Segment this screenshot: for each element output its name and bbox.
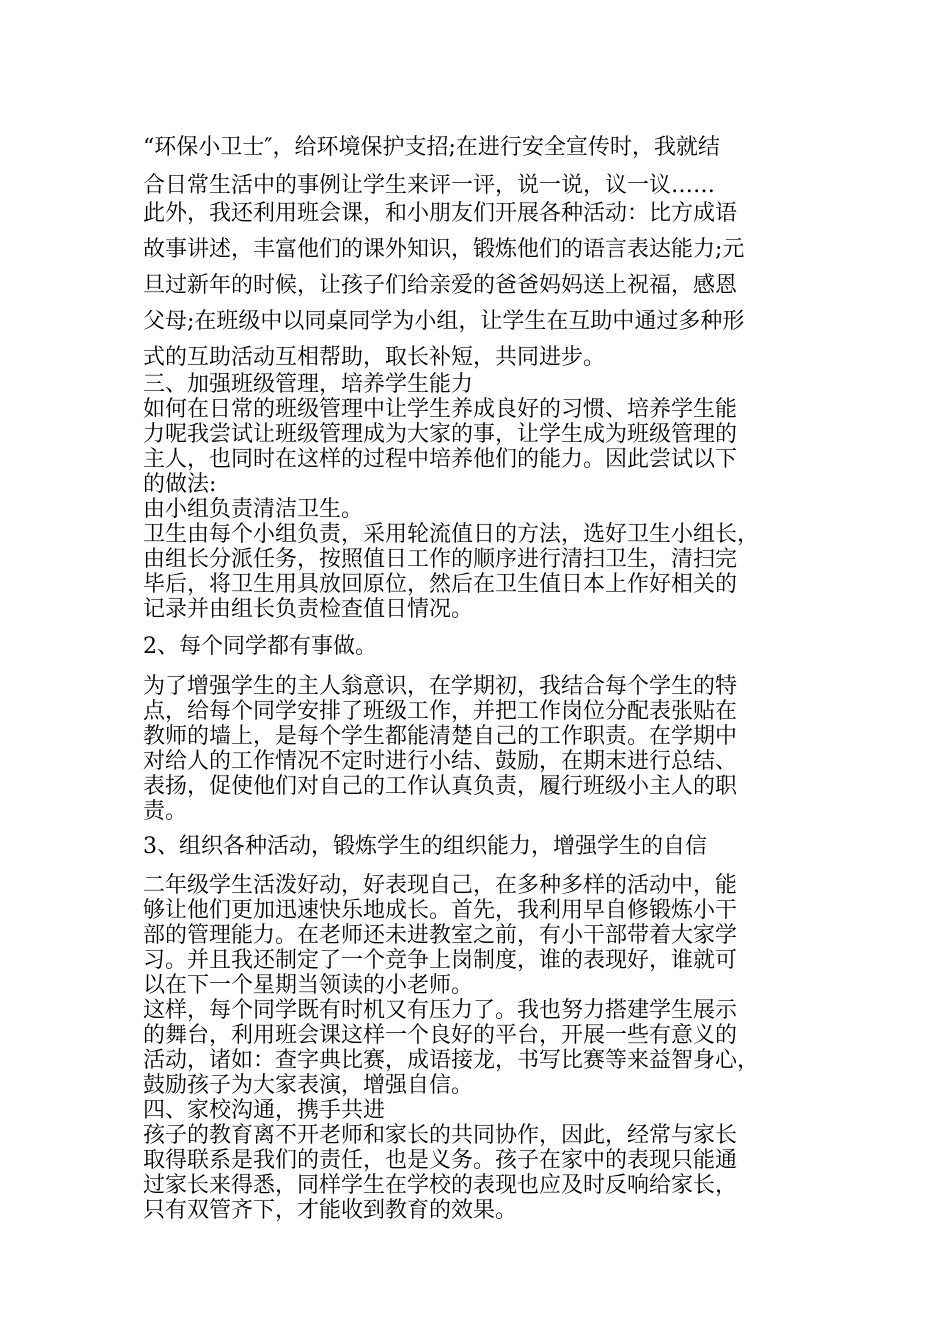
text-line: 教师的墙上，是每个学生都能清楚自己的工作职责。在学期中 [143, 724, 738, 749]
text-line: 责。 [143, 799, 188, 824]
section-heading: 2、每个同学都有事做。 [143, 634, 377, 659]
text-line: 父母;在班级中以同桌同学为小组，让学生在互助中通过多种形 [143, 309, 745, 334]
text-line: 鼓励孩子为大家表演，增强自信。 [143, 1073, 474, 1098]
text-line: 二年级学生活泼好动，好表现自己，在多种多样的活动中，能 [143, 873, 738, 898]
section-heading: 三、加强班级管理，培养学生能力 [143, 372, 474, 397]
text-line: 点，给每个同学安排了班级工作，并把工作岗位分配表张贴在 [143, 699, 738, 724]
text-line: 对给人的工作情况不定时进行小结、鼓励，在期末进行总结、 [143, 749, 738, 774]
text-line: 只有双管齐下，才能收到教育的效果。 [143, 1198, 518, 1223]
text-line: 过家长来得悉，同样学生在学校的表现也应及时反响给家长， [143, 1173, 738, 1198]
text-line: 的做法: [143, 472, 217, 497]
text-line: 故事讲述，丰富他们的课外知识，锻炼他们的语言表达能力;元 [143, 237, 745, 262]
text-line: 孩子的教育离不开老师和家长的共同协作，因此，经常与家长 [143, 1123, 738, 1148]
text-line: 活动，诸如：查字典比赛，成语接龙，书写比赛等来益智身心， [143, 1048, 760, 1073]
text-line: 部的管理能力。在老师还未进教室之前，有小干部带着大家学 [143, 923, 738, 948]
text-line: 式的互助活动互相帮助，取长补短，共同进步。 [143, 345, 606, 370]
text-line: 毕后，将卫生用具放回原位，然后在卫生值日本上作好相关的 [143, 572, 738, 597]
text-line: 旦过新年的时候，让孩子们给亲爱的爸爸妈妈送上祝福，感恩 [143, 273, 738, 298]
text-line: 合日常生活中的事例让学生来评一评，说一说，议一议…… [143, 173, 716, 198]
text-line: 卫生由每个小组负责，采用轮流值日的方法，选好卫生小组长， [143, 522, 760, 547]
text-line: 这样，每个同学既有时机又有压力了。我也努力搭建学生展示 [143, 998, 738, 1023]
text-line: 表扬，促使他们对自己的工作认真负责，履行班级小主人的职 [143, 774, 738, 799]
text-line: 的舞台，利用班会课这样一个良好的平台，开展一些有意义的 [143, 1023, 738, 1048]
section-heading: 3、组织各种活动，锻炼学生的组织能力，增强学生的自信 [143, 834, 707, 859]
text-line: 记录并由组长负责检查值日情况。 [143, 597, 474, 622]
text-line: 为了增强学生的主人翁意识，在学期初，我结合每个学生的特 [143, 674, 738, 699]
text-line: 习。并且我还制定了一个竞争上岗制度，谁的表现好，谁就可 [143, 948, 738, 973]
text-line: “环保小卫士″，给环境保护支招;在进行安全宣传时，我就结 [143, 135, 720, 160]
text-line: 取得联系是我们的责任，也是义务。孩子在家中的表现只能通 [143, 1148, 738, 1173]
text-line: 此外，我还利用班会课，和小朋友们开展各种活动：比方成语 [143, 201, 738, 226]
text-line: 主人，也同时在这样的过程中培养他们的能力。因此尝试以下 [143, 447, 738, 472]
section-heading: 四、家校沟通，携手共进 [143, 1098, 386, 1123]
text-line: 如何在日常的班级管理中让学生养成良好的习惯、培养学生能 [143, 397, 738, 422]
text-line: 由小组负责清洁卫生。 [143, 497, 364, 522]
text-line: 力呢我尝试让班级管理成为大家的事，让学生成为班级管理的 [143, 422, 738, 447]
text-line: 够让他们更加迅速快乐地成长。首先，我利用早自修锻炼小干 [143, 898, 738, 923]
text-line: 以在下一个星期当领读的小老师。 [143, 973, 474, 998]
text-line: 由组长分派任务，按照值日工作的顺序进行清扫卫生，清扫完 [143, 547, 738, 572]
